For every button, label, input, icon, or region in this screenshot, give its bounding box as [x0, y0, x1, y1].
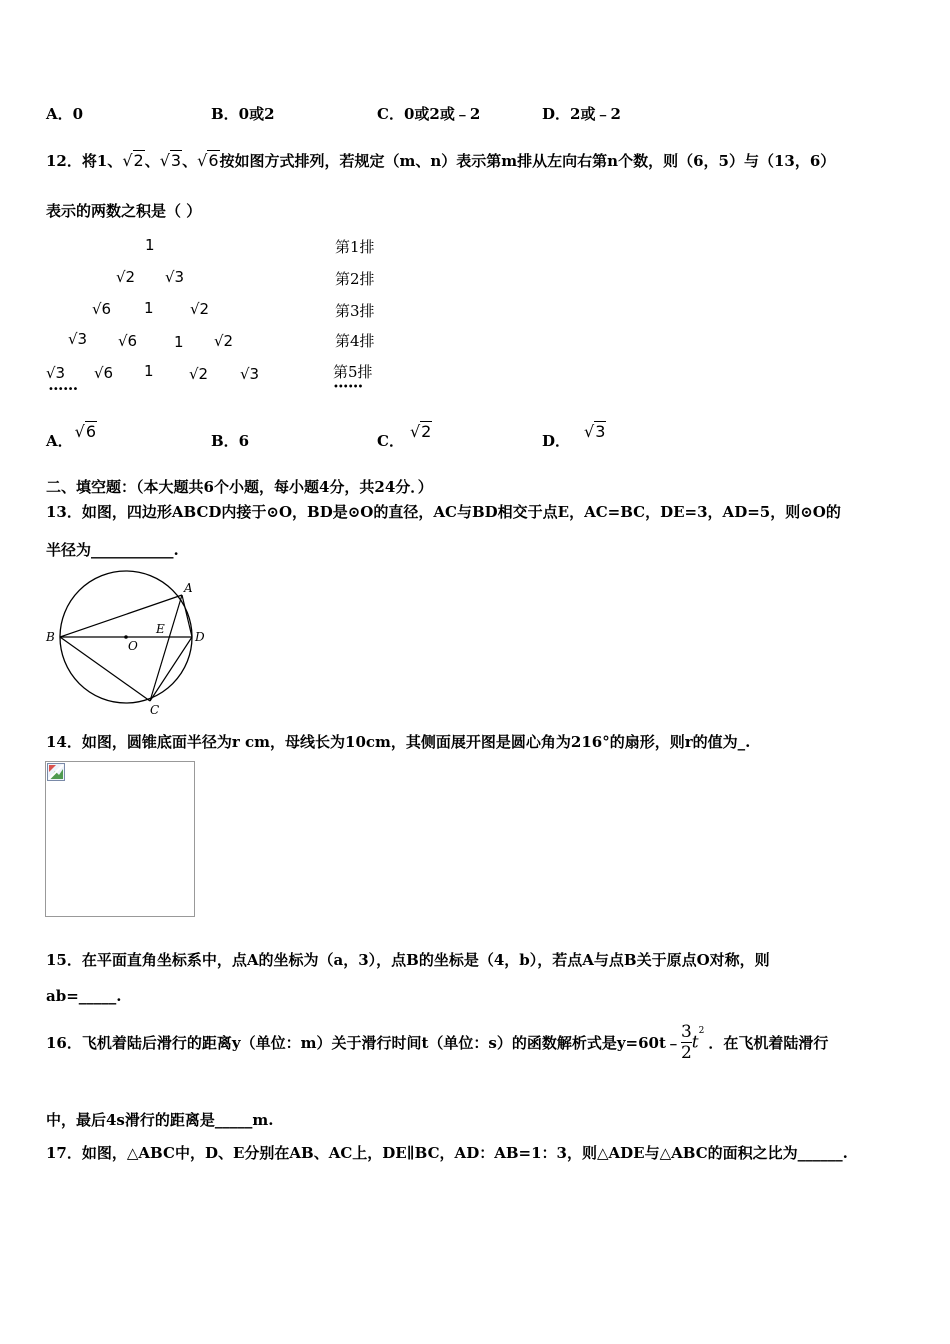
q13-stem-line1: 13．如图，四边形ABCD内接于⊙O，BD是⊙O的直径，AC与BD相交于点E，AC=BC，DE=3，AD=5，则⊙O的: [46, 503, 841, 521]
tri-4-2: √6: [118, 332, 138, 350]
label-e: E: [156, 622, 165, 636]
label-b: B: [46, 630, 55, 644]
q12-option-c: C． √2: [377, 422, 432, 450]
sqrt-6: √6: [197, 151, 219, 170]
tri-4-3: 1: [174, 333, 184, 351]
section-heading: 二、填空题：（本大题共6个小题，每小题4分，共24分．）: [46, 478, 433, 496]
q15-stem-line1: 15．在平面直角坐标系中，点A的坐标为（a，3），点B的坐标是（4，b），若点A与点B关于原点O对称，则: [46, 951, 770, 969]
q12-option-d: D． √3: [542, 422, 606, 450]
row-label-3: 第3排: [335, 302, 375, 320]
sqrt-3: √3: [159, 151, 182, 170]
q16-stem-line2: 中，最后4s滑行的距离是_____m.: [46, 1111, 274, 1129]
row-label-1: 第1排: [335, 238, 375, 256]
broken-image-icon: [47, 763, 65, 781]
tri-3-1: √6: [92, 300, 112, 318]
tri-5-5: √3: [240, 365, 260, 383]
segment-ac: [150, 595, 182, 701]
tri-4-1: √3: [68, 330, 88, 348]
tri-3-2: 1: [144, 299, 154, 317]
row-label-5: 第5排: [333, 363, 373, 381]
segment-dc: [150, 637, 192, 701]
q13-stem-line2: 半径为___________.: [46, 541, 179, 559]
q12-stem-line2: 表示的两数之积是（ ）: [46, 202, 202, 220]
q12-option-a: A． √6: [46, 422, 97, 450]
tri-5-2: √6: [94, 364, 114, 382]
tri-continuation-dots: ••••••: [48, 384, 78, 395]
q13-circle-figure: [40, 567, 220, 717]
q14-stem: 14．如图，圆锥底面半径为r cm，母线长为10cm，其侧面展开图是圆心角为216°的扇形，则r的值为_.: [46, 733, 751, 751]
label-a: A: [184, 581, 193, 595]
q12-stem-line1: 12．将1、√2、√3、√6按如图方式排列，若规定（m、n）表示第m排从左向右第n个数，则（6，5）与（13，6）: [46, 151, 836, 170]
tri-5-4: √2: [189, 365, 209, 383]
q11-option-c: C．0或2或﹣2: [377, 105, 481, 123]
fraction-3-2: $\frac{3}{2}$: [680, 1022, 692, 1063]
tri-1-1: 1: [145, 236, 155, 254]
sqrt-2: √2: [122, 151, 144, 170]
row-label-2: 第2排: [335, 270, 375, 288]
tri-5-1: √3: [46, 364, 66, 382]
segment-ad: [182, 595, 192, 637]
tri-4-4: √2: [214, 332, 234, 350]
label-d: D: [195, 630, 205, 644]
row-label-4: 第4排: [335, 332, 375, 350]
q11-option-a: A．0: [46, 105, 84, 123]
q11-option-b: B．0或2: [211, 105, 275, 123]
q11-option-d: D．2或﹣2: [542, 105, 621, 123]
q16-stem-line1: 16．飞机着陆后滑行的距离y（单位：m）关于滑行时间t（单位：s）的函数解析式是y=60t﹣ $\frac{3}{2}$ $t^2$．在飞机着陆滑行: [46, 1022, 829, 1063]
tri-2-1: √2: [116, 268, 136, 286]
tri-5-3: 1: [144, 362, 154, 380]
q15-stem-line2: ab=_____.: [46, 987, 122, 1005]
q12-option-b: B．6: [211, 432, 250, 450]
row-label-dots: ••••••: [333, 382, 363, 393]
label-o: O: [128, 639, 138, 653]
tri-3-3: √2: [190, 300, 210, 318]
q17-stem: 17．如图，△ABC中，D、E分别在AB、AC上，DE∥BC，AD：AB=1：3，则△ADE与△ABC的面积之比为______.: [46, 1144, 848, 1162]
label-c: C: [150, 703, 160, 717]
missing-image-placeholder: [45, 761, 195, 917]
tri-2-2: √3: [165, 268, 185, 286]
